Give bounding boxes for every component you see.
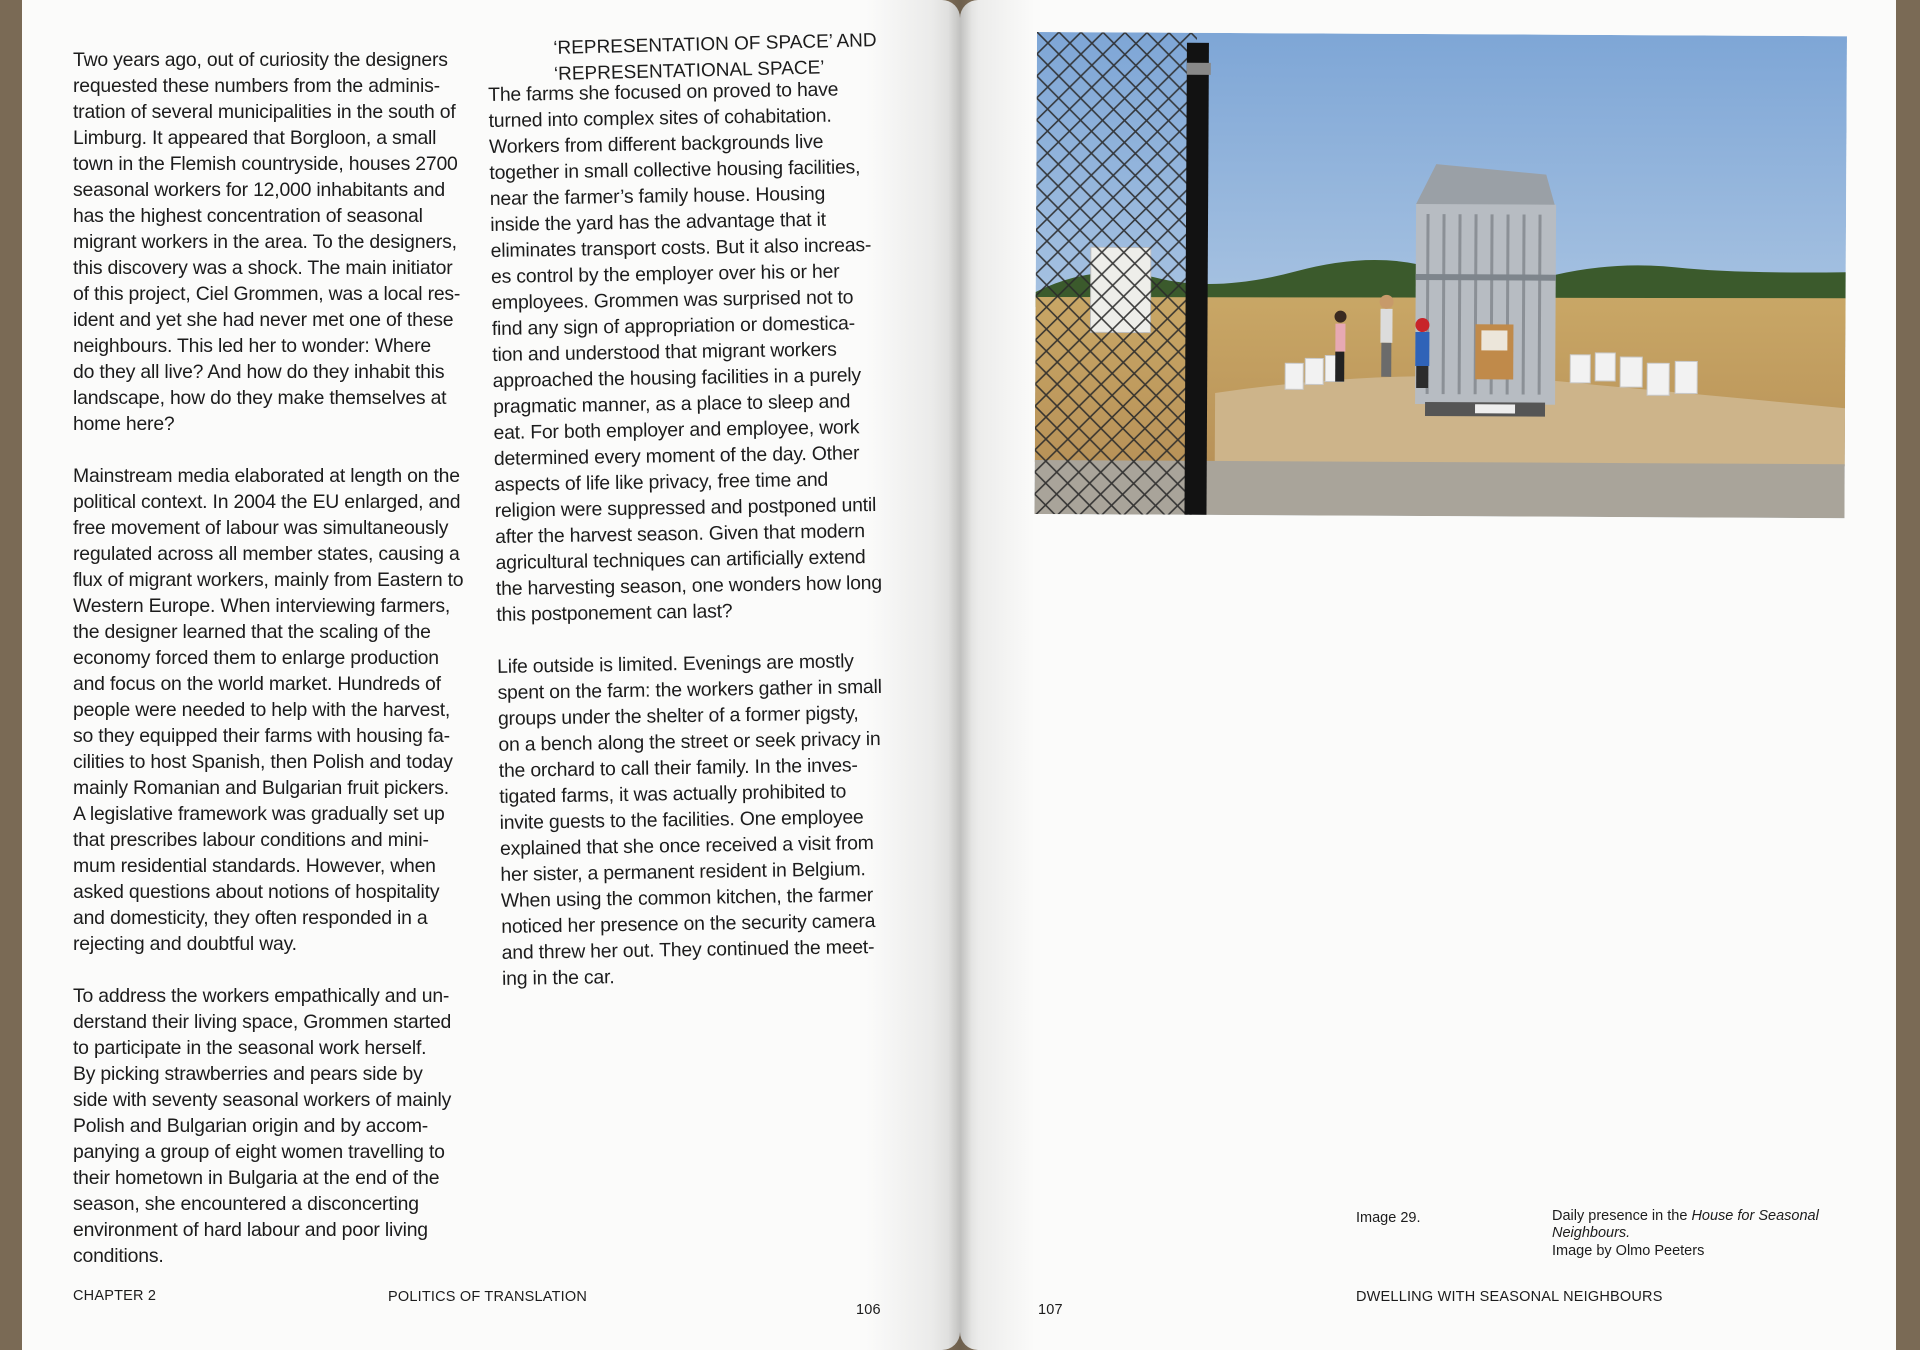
book-gutter [948,0,972,1350]
text-column-left [73,47,473,1269]
tiny-house [1415,164,1556,417]
section-label: POLITICS OF TRANSLATION [388,1289,588,1305]
caption-italic-title: House for Seasonal Neighbours. [1552,1208,1819,1241]
page-number-right: 107 [1038,1302,1063,1318]
running-title: DWELLING WITH SEASONAL NEIGHBOURS [1356,1289,1663,1305]
caption-credit: Image by Olmo Peeters [1552,1243,1705,1259]
paragraph: Life outside is limited. Evenings are mostly spent on the farm: the workers gather in small groups under the shelter of a former pigsty, on a bench along the street or seek privacy in the orchard to call their family. In the inves- tigated farms, it was actually prohibited to invite guests to the facilities. One employee explained that she once received a visit from her sister, a permanent resident in Belgium. When using the common kitchen, the farmer noticed her presence on the security camera and threw her out. They continued the meet- ing in the car. [497,650,882,990]
photo-house-for-seasonal-neighbours [1034,32,1847,518]
caption-text-start: Daily presence in the [1552,1208,1692,1224]
page-number-left: 106 [856,1302,881,1318]
caption-text [1552,1208,1852,1242]
paragraph: To address the workers empathically and un- derstand their living space, Grommen started to participate in the seasonal work herself. By picking strawberries and pears side by side with seventy seasonal workers of mainly Polish and Bulgarian origin and by accom- panying a group of eight women travelling to their hometown in Bulgaria at the end of the season, she encountered a disconcerting environment of hard labour and poor living conditions. [73,985,452,1267]
section-heading: ‘REPRESENTATION OF SPACE’ AND ‘REPRESENTATIONAL SPACE’ [553,30,877,85]
caption-label: Image 29. [1356,1210,1421,1226]
paragraph: Mainstream media elaborated at length on the political context. In 2004 the EU enlarged, and free movement of labour was simultaneously regulated across all member states, causing a flux of migrant workers, mainly from Eastern to Western Europe. When interviewing farmers, the designer learned that the scaling of the economy forced them to enlarge production and focus on the world market. Hundreds of people were needed to help with the harvest, so they equipped their farms with housing fa- cilities to host Spanish, then Polish and today mainly Romanian and Bulgarian fruit pickers. A legislative framework was gradually set up that prescribes labour conditions and mini- mum residential standards. However, when asked questions about notions of hospitality and domesticity, they often responded in a rejecting and doubtful way. [73,465,464,955]
paragraph: The farms she focused on proved to have turned into complex sites of cohabitation. Workers from different backgrounds live together in small collective housing facilities, near the farmer’s family house. Housing inside the yard has the advantage that it eliminates transport costs. But it also increas- es control by the employer over his or her employees. Grommen was surprised not to find any sign of appropriation or domestica- tion and understood that migrant workers approached the housing facilities in a purely pragmatic manner, as a place to sleep and eat. For both employer and employee, work determined every moment of the day. Other aspects of life like privacy, free time and religion were suppressed and postponed until after the harvest season. Given that modern agricultural techniques can artificially extend the harvesting season, one wonders how long this postponement can last? [488,78,883,626]
paragraph: Two years ago, out of curiosity the designers requested these numbers from the adminis- tration of several municipalities in the south of Limburg. It appeared that Borgloon, a small town in the Flemish countryside, houses 2700 seasonal workers for 12,000 inhabitants and has the highest concentration of seasonal migrant workers in the area. To the designers, this discovery was a shock. The main initiator of this project, Ciel Grommen, was a local res- ident and yet she had never met one of these neighbours. This led her to wonder: Where do they all live? And how do they inhabit this landscape, how do they make themselves at home here? [73,49,461,435]
chapter-label: CHAPTER 2 [73,1288,157,1304]
text-column-right [488,76,902,992]
